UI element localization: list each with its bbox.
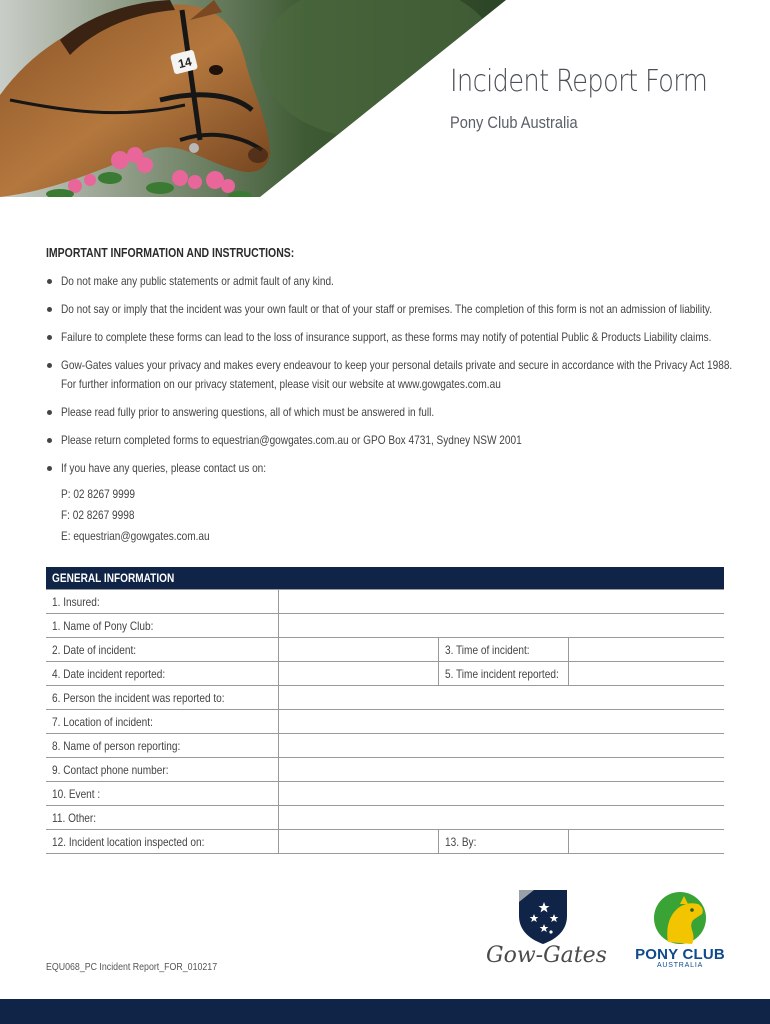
bullet-icon bbox=[47, 307, 52, 312]
table-row bbox=[46, 590, 724, 614]
instruction-item: Do not make any public statements or admit fault of any kind. bbox=[46, 272, 736, 291]
inspected-on-label: 12. Incident location inspected on: bbox=[46, 830, 278, 854]
bullet-icon bbox=[47, 335, 52, 340]
inspected-on-field[interactable] bbox=[278, 830, 438, 854]
general-information-table bbox=[46, 567, 724, 854]
insured-field[interactable] bbox=[278, 590, 724, 614]
photo-number-text: 14 bbox=[176, 54, 194, 72]
contact-email: E: equestrian@gowgates.com.au bbox=[61, 529, 210, 543]
reporter-name-field[interactable] bbox=[278, 734, 724, 758]
form-code: EQU068_PC Incident Report_FOR_010217 bbox=[46, 961, 218, 973]
instruction-item: Please read fully prior to answering questions, all of which must be answered in full. bbox=[46, 403, 736, 422]
instruction-item: If you have any queries, please contact us on: bbox=[46, 459, 736, 478]
gow-gates-logo bbox=[482, 886, 606, 976]
contact-details bbox=[46, 484, 736, 547]
contact-fax: F: 02 8267 9998 bbox=[61, 508, 135, 522]
table-row bbox=[46, 614, 724, 638]
date-reported-label: 4. Date incident reported: bbox=[46, 662, 278, 686]
instructions-section bbox=[46, 246, 736, 547]
pony-club-subtitle: AUSTRALIA bbox=[656, 962, 704, 969]
pony-club-label: 1. Name of Pony Club: bbox=[46, 614, 278, 638]
table-row bbox=[46, 710, 724, 734]
bullet-icon bbox=[47, 438, 52, 443]
instruction-item: Failure to complete these forms can lead to the loss of insurance support, as these forms may notify of potential Public & Products Liability claims. bbox=[46, 328, 736, 347]
table-row bbox=[46, 758, 724, 782]
instruction-item: Please return completed forms to equestrian@gowgates.com.au or GPO Box 4731, Sydney NSW 2001 bbox=[46, 431, 736, 450]
bullet-icon bbox=[47, 466, 52, 471]
table-row bbox=[46, 830, 724, 854]
reported-to-label: 6. Person the incident was reported to: bbox=[46, 686, 278, 710]
pony-club-name: PONY CLUB bbox=[635, 946, 725, 963]
time-reported-label: 5. Time incident reported: bbox=[438, 662, 568, 686]
date-of-incident-field[interactable] bbox=[278, 638, 438, 662]
form-title: Incident Report Form bbox=[450, 64, 708, 99]
bullet-icon bbox=[47, 363, 52, 368]
reporter-name-label: 8. Name of person reporting: bbox=[46, 734, 278, 758]
table-row bbox=[46, 782, 724, 806]
table-row bbox=[46, 734, 724, 758]
inspected-by-label: 13. By: bbox=[438, 830, 568, 854]
contact-phone: P: 02 8267 9999 bbox=[61, 487, 135, 501]
instructions-heading: IMPORTANT INFORMATION AND INSTRUCTIONS: bbox=[46, 246, 295, 260]
time-of-incident-label: 3. Time of incident: bbox=[438, 638, 568, 662]
instructions-list bbox=[46, 272, 736, 478]
event-label: 10. Event : bbox=[46, 782, 278, 806]
table-row bbox=[46, 686, 724, 710]
other-field[interactable] bbox=[278, 806, 724, 830]
pony-club-field[interactable] bbox=[278, 614, 724, 638]
date-reported-field[interactable] bbox=[278, 662, 438, 686]
bullet-icon bbox=[47, 410, 52, 415]
general-information-heading: GENERAL INFORMATION bbox=[46, 567, 724, 590]
inspected-by-field[interactable] bbox=[568, 830, 724, 854]
title-block bbox=[450, 64, 749, 133]
reported-to-field[interactable] bbox=[278, 686, 724, 710]
table-row bbox=[46, 638, 724, 662]
instruction-item: Do not say or imply that the incident was your own fault or that of your staff or premises. The completion of this form is not an admission of liability. bbox=[46, 300, 736, 319]
footer-bar bbox=[0, 999, 770, 1024]
table-row bbox=[46, 662, 724, 686]
location-field[interactable] bbox=[278, 710, 724, 734]
instruction-item-privacy: Gow-Gates values your privacy and makes every endeavour to keep your personal details private and secure in accordance with the Privacy Act 1988. For further information on our privacy statement, please visit our website at www.gowgates.com.au bbox=[46, 356, 736, 394]
insured-label: 1. Insured: bbox=[46, 590, 278, 614]
date-of-incident-label: 2. Date of incident: bbox=[46, 638, 278, 662]
privacy-link-text: For further information on our privacy statement, please visit our website at www.gowgates.com.au bbox=[61, 377, 501, 391]
gow-gates-wordmark: Gow-Gates bbox=[486, 943, 606, 968]
form-subtitle: Pony Club Australia bbox=[450, 113, 578, 132]
pony-club-logo bbox=[632, 890, 728, 974]
time-reported-field[interactable] bbox=[568, 662, 724, 686]
time-of-incident-field[interactable] bbox=[568, 638, 724, 662]
event-field[interactable] bbox=[278, 782, 724, 806]
other-label: 11. Other: bbox=[46, 806, 278, 830]
table-row bbox=[46, 806, 724, 830]
pony-club-emblem-icon bbox=[632, 890, 728, 946]
contact-phone-label: 9. Contact phone number: bbox=[46, 758, 278, 782]
bullet-icon bbox=[47, 279, 52, 284]
contact-phone-field[interactable] bbox=[278, 758, 724, 782]
location-label: 7. Location of incident: bbox=[46, 710, 278, 734]
